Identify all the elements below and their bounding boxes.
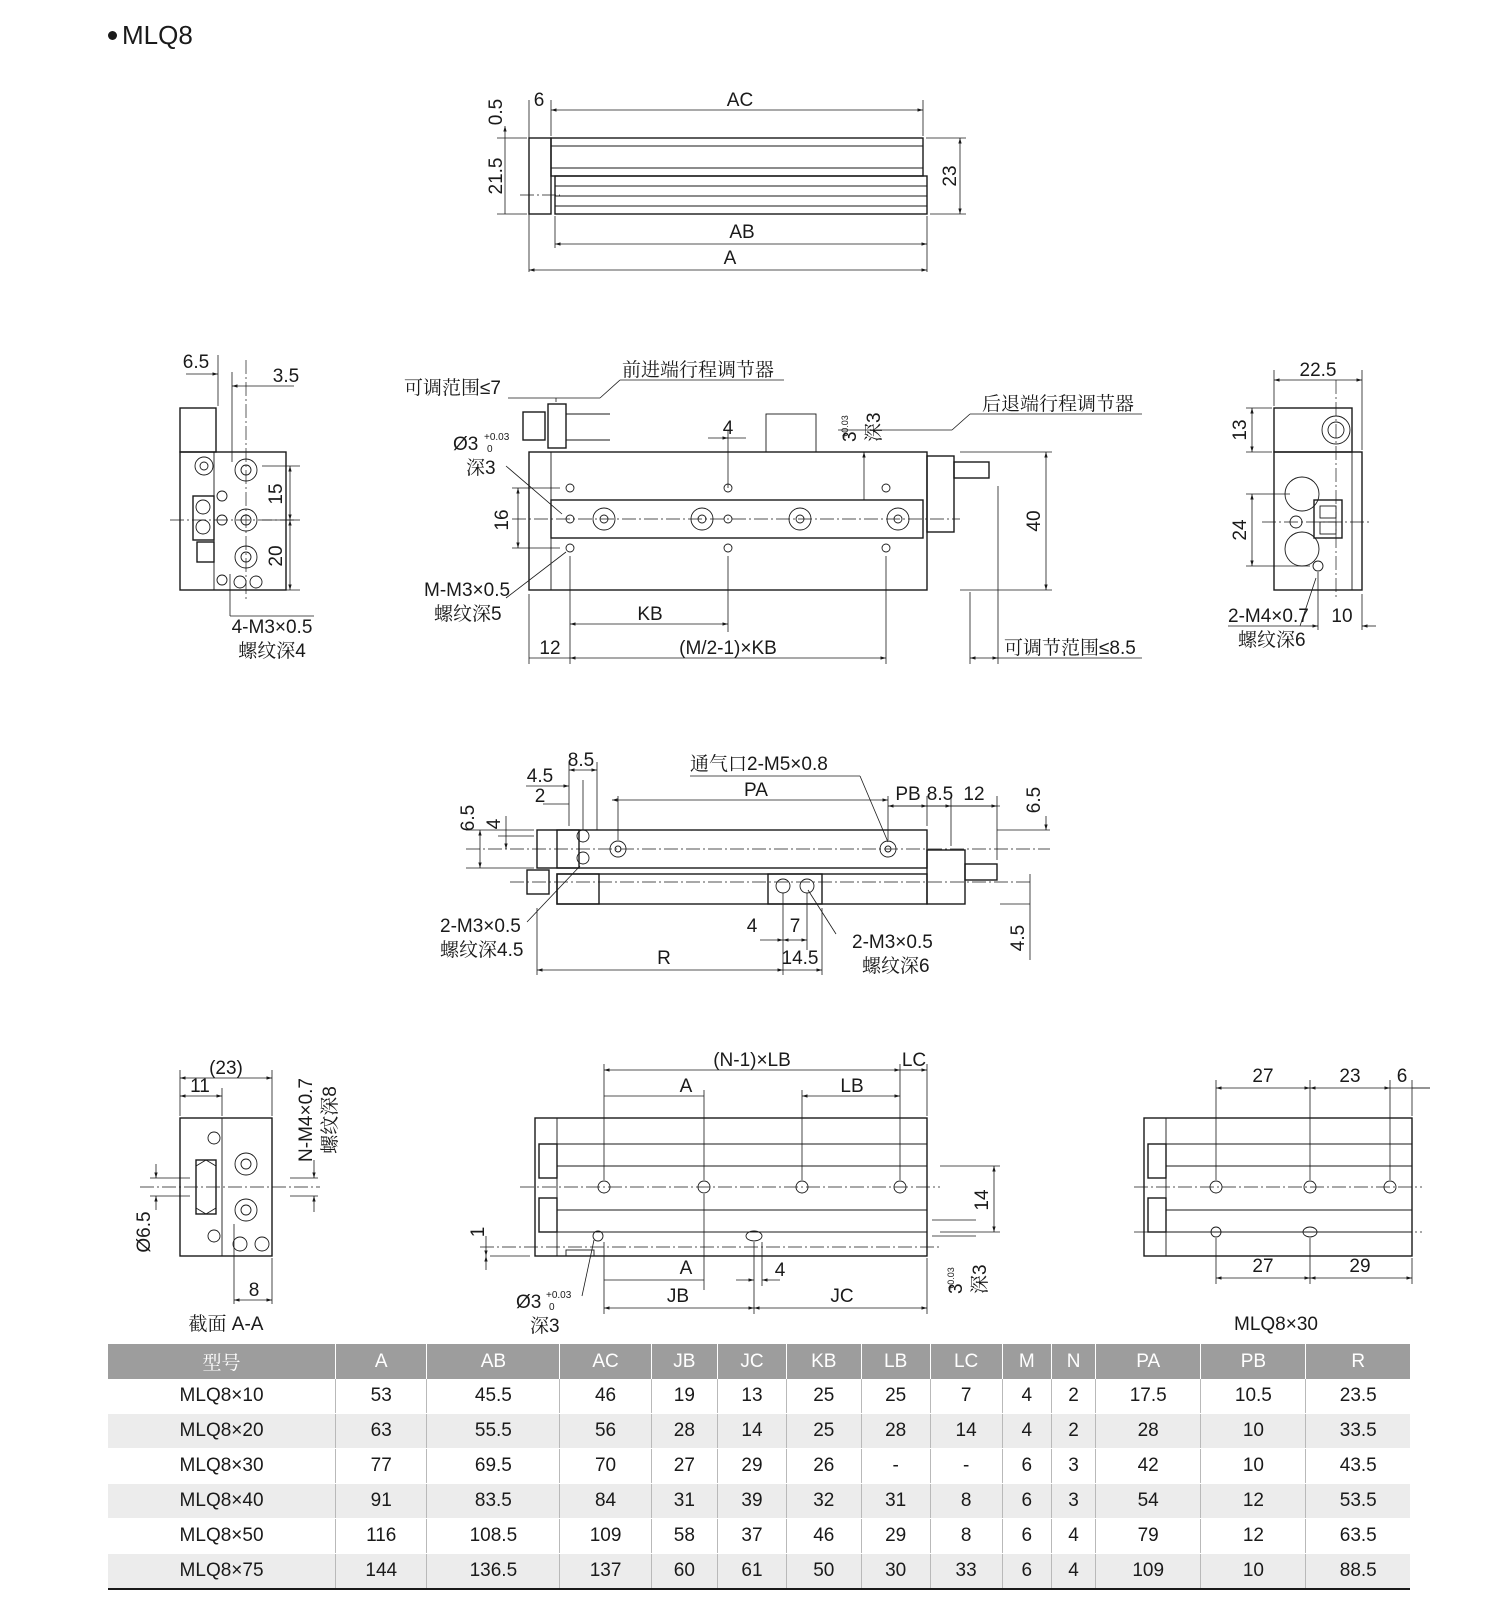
- value-cell: 137: [560, 1554, 651, 1590]
- plan-dim-12: 12: [539, 638, 561, 659]
- col-header: AB: [427, 1344, 560, 1379]
- value-cell: 88.5: [1306, 1554, 1410, 1590]
- table-row: [108, 1519, 1410, 1554]
- col-header: 型号: [108, 1344, 336, 1379]
- col-header: PA: [1096, 1344, 1201, 1379]
- value-cell: 28: [1096, 1414, 1201, 1449]
- plan-hole-dia: Ø3: [453, 434, 479, 455]
- top-dim-23: 23: [940, 165, 961, 187]
- value-cell: 13: [717, 1379, 786, 1414]
- value-cell: 109: [560, 1519, 651, 1554]
- side-dim-r: R: [657, 948, 671, 969]
- left-end-view: [170, 352, 314, 662]
- section-dim-8: 8: [248, 1280, 260, 1301]
- table-body: [108, 1379, 1410, 1589]
- model-cell: MLQ8×20: [108, 1414, 336, 1449]
- value-cell: 77: [336, 1449, 427, 1484]
- table-row: [108, 1554, 1410, 1590]
- value-cell: 4: [1052, 1554, 1096, 1590]
- value-cell: 4: [1052, 1519, 1096, 1554]
- model-cell: MLQ8×75: [108, 1554, 336, 1590]
- value-cell: 55.5: [427, 1414, 560, 1449]
- model-title: MLQ8: [122, 20, 193, 50]
- side-thread-a-depth: 螺纹深4.5: [440, 940, 524, 961]
- side-dim-14-5: 14.5: [781, 948, 819, 969]
- side-port-label: 通气口2-M5×0.8: [690, 754, 828, 775]
- value-cell: 46: [560, 1379, 651, 1414]
- col-header: LC: [930, 1344, 1002, 1379]
- side-thread-b-depth: 螺纹深6: [862, 956, 930, 977]
- end-plate: [529, 138, 551, 214]
- section-thread-depth: 螺纹深8: [320, 1086, 341, 1154]
- section-caption: 截面 A-A: [188, 1314, 264, 1335]
- value-cell: 29: [717, 1449, 786, 1484]
- variant-dim-23: 23: [1339, 1066, 1361, 1087]
- plan-hole-tol-low: 0: [487, 444, 493, 455]
- value-cell: 37: [717, 1519, 786, 1554]
- bottom-dim-14: 14: [972, 1189, 993, 1211]
- table-row: [108, 1484, 1410, 1519]
- value-cell: 63.5: [1306, 1519, 1410, 1554]
- bottom-dim-1: 1: [468, 1226, 489, 1238]
- plan-thread-depth: 螺纹深5: [434, 604, 502, 625]
- side-dim-12: 12: [963, 784, 985, 805]
- side-dim-8-5: 8.5: [567, 750, 595, 771]
- value-cell: 28: [861, 1414, 930, 1449]
- value-cell: 4: [1002, 1379, 1052, 1414]
- value-cell: 39: [717, 1484, 786, 1519]
- bottom-dim-a-top: A: [679, 1076, 693, 1097]
- col-header: M: [1002, 1344, 1052, 1379]
- value-cell: 4: [1002, 1414, 1052, 1449]
- value-cell: 14: [717, 1414, 786, 1449]
- variant-dim-27-bottom: 27: [1252, 1256, 1274, 1277]
- value-cell: 8: [930, 1484, 1002, 1519]
- value-cell: 79: [1096, 1519, 1201, 1554]
- value-cell: 46: [787, 1519, 862, 1554]
- side-dim-6-5-b: 6.5: [1024, 786, 1045, 814]
- value-cell: 31: [651, 1484, 717, 1519]
- value-cell: 50: [787, 1554, 862, 1590]
- side-dim-4-5: 4.5: [526, 766, 554, 787]
- value-cell: 2: [1052, 1414, 1096, 1449]
- value-cell: 144: [336, 1554, 427, 1590]
- table-header-row: [108, 1344, 1410, 1379]
- bottom-dim-lc: LC: [901, 1050, 927, 1071]
- side-dim-4-b: 4: [746, 916, 758, 937]
- value-cell: 116: [336, 1519, 427, 1554]
- side-dim-8-5-b: 8.5: [926, 784, 954, 805]
- value-cell: 60: [651, 1554, 717, 1590]
- plan-dim-kb: KB: [637, 604, 663, 625]
- value-cell: 6: [1002, 1519, 1052, 1554]
- value-cell: 8: [930, 1519, 1002, 1554]
- section-dim-11: 11: [190, 1076, 210, 1097]
- side-dim-4-5-b: 4.5: [1008, 924, 1029, 952]
- model-cell: MLQ8×10: [108, 1379, 336, 1414]
- plan-dim-3-tol: +0.03: [840, 415, 850, 438]
- variant-dim-6: 6: [1396, 1066, 1408, 1087]
- table-row: [108, 1379, 1410, 1414]
- col-header: JC: [717, 1344, 786, 1379]
- value-cell: 3: [1052, 1449, 1096, 1484]
- value-cell: 10: [1201, 1449, 1306, 1484]
- value-cell: 56: [560, 1414, 651, 1449]
- variant-dim-27-top: 27: [1252, 1066, 1274, 1087]
- plan-dim-16: 16: [492, 509, 513, 531]
- bottom-dim-jc: JC: [830, 1286, 854, 1307]
- top-dim-ac: AC: [726, 90, 754, 111]
- value-cell: 29: [861, 1519, 930, 1554]
- variant-dim-29: 29: [1349, 1256, 1371, 1277]
- value-cell: 17.5: [1096, 1379, 1201, 1414]
- side-thread-b-spec: 2-M3×0.5: [852, 932, 933, 953]
- side-dim-7: 7: [789, 916, 801, 937]
- plan-view: [404, 358, 1142, 664]
- value-cell: 83.5: [427, 1484, 560, 1519]
- plan-depth-3: 深3: [864, 412, 885, 442]
- value-cell: 10.5: [1201, 1379, 1306, 1414]
- value-cell: 69.5: [427, 1449, 560, 1484]
- top-dim-ab: AB: [729, 222, 755, 243]
- table-row: [108, 1414, 1410, 1449]
- left-dim-20: 20: [266, 545, 287, 567]
- value-cell: 6: [1002, 1554, 1052, 1590]
- col-header: N: [1052, 1344, 1096, 1379]
- section-dim-23: (23): [209, 1058, 243, 1079]
- value-cell: 30: [861, 1554, 930, 1590]
- bottom-dim-3-tol: +0.03: [946, 1267, 956, 1290]
- right-end-view: [1228, 360, 1376, 651]
- value-cell: -: [861, 1449, 930, 1484]
- col-header: LB: [861, 1344, 930, 1379]
- bottom-pitch: (N-1)×LB: [713, 1050, 791, 1071]
- side-dim-pa: PA: [744, 780, 768, 801]
- bottom-hole-tol-up: +0.03: [546, 1290, 572, 1301]
- value-cell: -: [930, 1449, 1002, 1484]
- value-cell: 58: [651, 1519, 717, 1554]
- rear-regulator-label: 后退端行程调节器: [982, 394, 1135, 415]
- side-view: [440, 750, 1050, 977]
- plan-hole-depth: 深3: [466, 458, 496, 479]
- value-cell: 27: [651, 1449, 717, 1484]
- col-header: PB: [1201, 1344, 1306, 1379]
- right-dim-13: 13: [1230, 419, 1251, 441]
- left-dim-15: 15: [266, 483, 287, 505]
- value-cell: 25: [787, 1379, 862, 1414]
- value-cell: 53: [336, 1379, 427, 1414]
- section-thread-spec: N-M4×0.7: [296, 1078, 317, 1162]
- side-thread-a-spec: 2-M3×0.5: [440, 916, 521, 937]
- front-regulator-label: 前进端行程调节器: [622, 360, 775, 381]
- value-cell: 10: [1201, 1554, 1306, 1590]
- value-cell: 108.5: [427, 1519, 560, 1554]
- bottom-hole-dia: Ø3: [516, 1292, 542, 1313]
- value-cell: 61: [717, 1554, 786, 1590]
- adj-range-front: 可调范围≤7: [404, 378, 501, 399]
- bottom-depth-3: 深3: [970, 1264, 991, 1294]
- side-dim-4-a: 4: [484, 818, 505, 830]
- top-dim-6: 6: [533, 90, 545, 111]
- plan-hole-tol-up: +0.03: [484, 432, 510, 443]
- top-dim-a: A: [723, 248, 737, 269]
- col-header: JB: [651, 1344, 717, 1379]
- value-cell: 26: [787, 1449, 862, 1484]
- bottom-hole-depth: 深3: [530, 1316, 560, 1337]
- bottom-dim-3: 3: [946, 1283, 967, 1294]
- value-cell: 43.5: [1306, 1449, 1410, 1484]
- right-thread-spec: 2-M4×0.7: [1228, 606, 1309, 627]
- value-cell: 10: [1201, 1414, 1306, 1449]
- left-dim-6-5: 6.5: [182, 352, 210, 373]
- adj-range-rear: 可调节范围≤8.5: [1004, 638, 1136, 659]
- plan-dim-3: 3: [840, 431, 861, 442]
- variant-view: [1134, 1066, 1430, 1335]
- table-body: [551, 138, 923, 176]
- value-cell: 91: [336, 1484, 427, 1519]
- plan-pitch: (M/2-1)×KB: [679, 638, 777, 659]
- col-header: AC: [560, 1344, 651, 1379]
- right-dim-24: 24: [1230, 519, 1251, 541]
- left-thread-depth: 螺纹深4: [238, 641, 306, 662]
- bottom-dim-a-low: A: [679, 1258, 693, 1279]
- value-cell: 31: [861, 1484, 930, 1519]
- left-dim-3-5: 3.5: [272, 366, 300, 387]
- section-dia: Ø6.5: [134, 1211, 155, 1253]
- value-cell: 109: [1096, 1554, 1201, 1590]
- value-cell: 2: [1052, 1379, 1096, 1414]
- side-dim-pb: PB: [895, 784, 921, 805]
- value-cell: 7: [930, 1379, 1002, 1414]
- dimension-table: [108, 1344, 1410, 1590]
- value-cell: 42: [1096, 1449, 1201, 1484]
- plan-dim-40: 40: [1024, 510, 1045, 532]
- bottom-view: [468, 1050, 1000, 1337]
- table-row: [108, 1449, 1410, 1484]
- value-cell: 23.5: [1306, 1379, 1410, 1414]
- top-dim-21-5: 21.5: [486, 157, 507, 195]
- right-dim-22-5: 22.5: [1299, 360, 1337, 381]
- side-dim-2: 2: [534, 786, 546, 807]
- plan-dim-4: 4: [722, 418, 734, 439]
- value-cell: 3: [1052, 1484, 1096, 1519]
- value-cell: 6: [1002, 1484, 1052, 1519]
- col-header: R: [1306, 1344, 1410, 1379]
- col-header: KB: [787, 1344, 862, 1379]
- value-cell: 136.5: [427, 1554, 560, 1590]
- value-cell: 33: [930, 1554, 1002, 1590]
- value-cell: 32: [787, 1484, 862, 1519]
- value-cell: 84: [560, 1484, 651, 1519]
- bottom-hole-tol-low: 0: [549, 1302, 555, 1313]
- top-view: [486, 90, 966, 272]
- value-cell: 25: [787, 1414, 862, 1449]
- top-dim-0-5: 0.5: [486, 98, 507, 126]
- plan-thread-spec: M-M3×0.5: [424, 580, 511, 601]
- section-view: [134, 1058, 341, 1335]
- value-cell: 54: [1096, 1484, 1201, 1519]
- bottom-dim-4: 4: [774, 1260, 786, 1281]
- value-cell: 19: [651, 1379, 717, 1414]
- bottom-dim-jb: JB: [666, 1286, 690, 1307]
- value-cell: 6: [1002, 1449, 1052, 1484]
- value-cell: 53.5: [1306, 1484, 1410, 1519]
- value-cell: 14: [930, 1414, 1002, 1449]
- left-thread-spec: 4-M3×0.5: [231, 617, 313, 638]
- variant-caption: MLQ8×30: [1234, 1314, 1318, 1335]
- value-cell: 25: [861, 1379, 930, 1414]
- value-cell: 33.5: [1306, 1414, 1410, 1449]
- value-cell: 45.5: [427, 1379, 560, 1414]
- right-thread-depth: 螺纹深6: [1238, 630, 1306, 651]
- cylinder-body: [555, 176, 927, 214]
- col-header: A: [336, 1344, 427, 1379]
- model-cell: MLQ8×30: [108, 1449, 336, 1484]
- value-cell: 63: [336, 1414, 427, 1449]
- bottom-dim-lb: LB: [840, 1076, 864, 1097]
- model-cell: MLQ8×50: [108, 1519, 336, 1554]
- value-cell: 12: [1201, 1484, 1306, 1519]
- side-dim-6-5-a: 6.5: [458, 804, 479, 832]
- value-cell: 70: [560, 1449, 651, 1484]
- model-cell: MLQ8×40: [108, 1484, 336, 1519]
- value-cell: 12: [1201, 1519, 1306, 1554]
- right-dim-10: 10: [1331, 606, 1353, 627]
- value-cell: 28: [651, 1414, 717, 1449]
